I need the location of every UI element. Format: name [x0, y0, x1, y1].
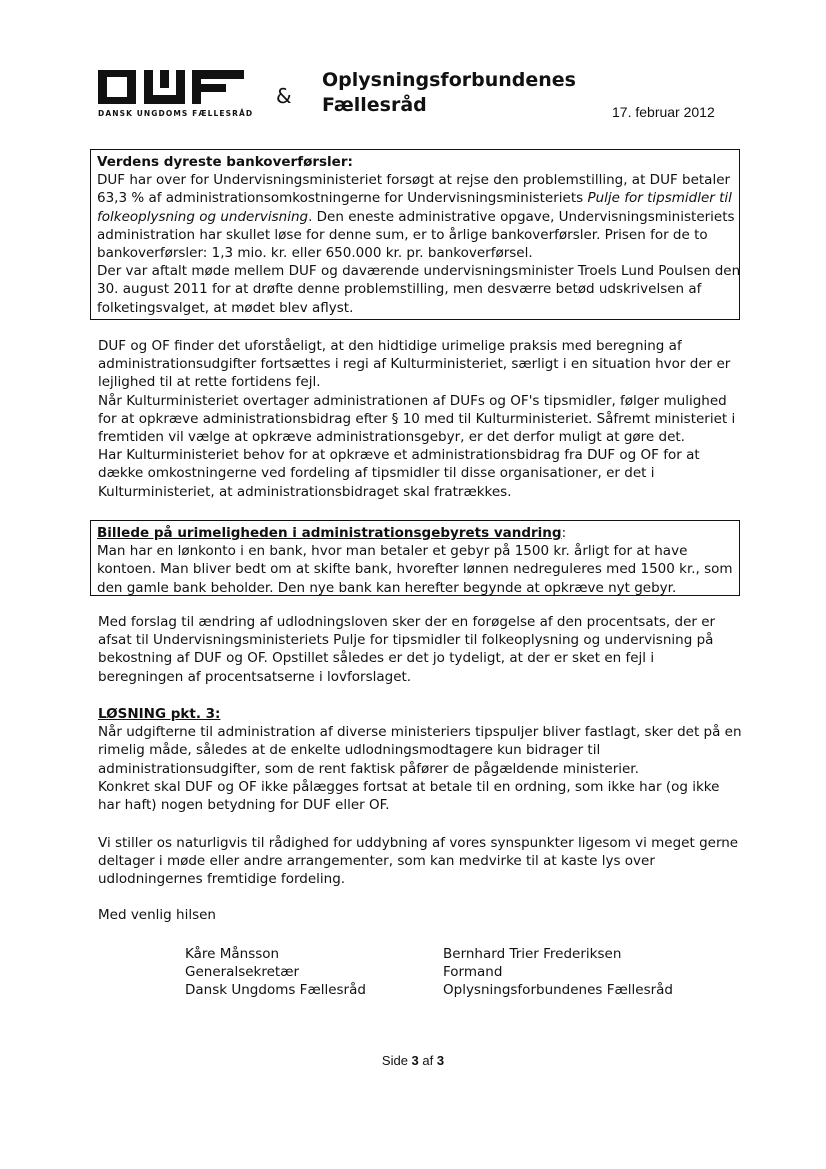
- text-line: bekostning af DUF og OF. Opstillet således er det jo tydeligt, at der er sket en fejl i: [98, 650, 655, 667]
- text-line: DUF har over for Undervisningsministeriet forsøgt at rejse den problemstilling, at DUF betaler: [97, 172, 731, 189]
- paragraph-kulturministeriet: [98, 337, 735, 501]
- section-losning: [98, 705, 742, 814]
- text-line: administration har skullet løse for denne sum, er to årlige bankoverførsler. Prisen for de to: [97, 226, 708, 243]
- signer-title: Generalsekretær: [185, 964, 300, 981]
- text-line: Kulturministeriet, at administrationsbidraget skal fratrækkes.: [98, 483, 512, 500]
- box-title-line: Billede på urimeligheden i administrationsgebyrets vandring:: [97, 525, 567, 541]
- page-number: Side 3 af 3: [381, 1053, 445, 1068]
- greeting: Med venlig hilsen: [98, 907, 216, 923]
- text-line: har haft) nogen betydning for DUF eller OF.: [98, 797, 390, 814]
- org-name-line-1: Oplysningsforbundenes: [322, 69, 576, 91]
- text-line: DUF og OF finder det uforståeligt, at den hidtidige urimelige praksis med beregning af: [98, 338, 682, 354]
- text-line: Med forslag til ændring af udlodningsloven sker der en forøgelse af den procentsats, der er: [98, 614, 716, 630]
- text-line: dække omkostningerne ved fordeling af tipsmidler til disse organisationer, er det i: [98, 465, 655, 482]
- ampersand: &: [276, 84, 292, 108]
- italic-text: folkeoplysning og undervisning: [97, 208, 309, 225]
- text-line: folketingsvalget, at mødet blev aflyst.: [97, 299, 354, 316]
- text-line: lejlighed til at rette fortidens fejl.: [98, 374, 321, 391]
- italic-text: Pulje for tipsmidler til: [587, 190, 732, 207]
- text-line: for at opkræve administrationsbidrag efter § 10 med til Kulturministeriet. Såfremt ministeriet i: [98, 410, 736, 427]
- text-line: den gamle bank beholder. Den nye bank kan herefter begynde at opkræve nyt gebyr.: [97, 579, 677, 596]
- text-line: Vi stiller os naturligvis til rådighed for uddybning af vores synspunkter ligesom vi meget gerne: [98, 835, 739, 851]
- text-line: Når Kulturministeriet overtager administrationen af DUFs og OF's tipsmidler, følger mulighed: [98, 392, 727, 409]
- box-title: Billede på urimeligheden i administrationsgebyrets vandring: [97, 525, 562, 541]
- text-line: afsat til Undervisningsministeriets Pulje for tipsmidler til folkeoplysning og undervisning på: [98, 632, 714, 649]
- text-line: Der var aftalt møde mellem DUF og daværende undervisningsminister Troels Lund Poulsen den: [97, 263, 741, 280]
- text-line: fremtiden vil vælge at opkræve administrationsgebyr, er det derfor muligt at gøre det.: [98, 429, 685, 446]
- text-line: kontoen. Man bliver bedt om at skifte bank, hvorefter lønnen nedreguleres med 1500 kr., som: [97, 561, 733, 578]
- text-line: 30. august 2011 for at drøfte denne problemstilling, men desværre betød udskrivelsen af: [97, 281, 702, 298]
- text-line: beregningen af procentsatserne i lovforslaget.: [98, 668, 412, 685]
- paragraph-availability: [98, 834, 738, 889]
- signature-right: [443, 945, 673, 1000]
- duf-logo: [98, 68, 254, 120]
- signer-name: Bernhard Trier Frederiksen: [443, 946, 622, 962]
- letter-date: 17. februar 2012: [612, 104, 715, 120]
- signature-left: [185, 945, 366, 1000]
- signer-name: Kåre Månsson: [185, 946, 280, 962]
- text-line: rimelig måde, således at de enkelte udlodningsmodtagere kun bidrager til: [98, 742, 601, 759]
- logo-tagline: DANSK UNGDOMS FÆLLESRÅD: [98, 109, 254, 118]
- text-line: deltager i møde eller andre arrangementer, som kan medvirke til at kaste lys over: [98, 853, 655, 870]
- text-line: bankoverførsler: 1,3 mio. kr. eller 650.000 kr. pr. bankoverførsel.: [97, 245, 533, 262]
- text-line: administrationsudgifter fortsættes i regi af Kulturministeriet, særligt i en situation hvor der er: [98, 356, 731, 373]
- duf-logo-mark: [98, 68, 248, 106]
- text-line: 63,3 % af administrationsomkostningerne for Undervisningsministeriets Pulje for tipsmidler til: [97, 190, 732, 207]
- box-title: Verdens dyreste bankoverførsler:: [97, 154, 353, 170]
- text-line: administrationsudgifter, som de rent faktisk påfører de pågældende ministerier.: [98, 760, 639, 777]
- text-line: Konkret skal DUF og OF ikke pålægges fortsat at betale til en ordning, som ikke har (og ikke: [98, 778, 720, 795]
- signer-org: Dansk Ungdoms Fællesråd: [185, 982, 366, 999]
- text-line: folkeoplysning og undervisning. Den eneste administrative opgave, Undervisningsministeriets: [97, 208, 735, 225]
- text-line: Har Kulturministeriet behov for at opkræve et administrationsbidrag fra DUF og OF for at: [98, 447, 700, 464]
- signer-title: Formand: [443, 964, 503, 981]
- text-line: Når udgifterne til administration af diverse ministeriers tipspuljer bliver fastlagt, sker det på en: [98, 724, 742, 741]
- info-box-fee-example: [90, 520, 740, 596]
- org-name-line-2: Fællesråd: [322, 94, 427, 116]
- text-line: Man har en lønkonto i en bank, hvor man betaler et gebyr på 1500 kr. årligt for at have: [97, 543, 688, 560]
- signer-org: Oplysningsforbundenes Fællesråd: [443, 982, 673, 999]
- section-heading: LØSNING pkt. 3:: [98, 706, 221, 722]
- text-line: udlodningernes fremtidige fordeling.: [98, 871, 346, 888]
- org-name: [322, 68, 576, 118]
- info-box-bank-transfers: [90, 149, 740, 320]
- paragraph-udlodningsloven: [98, 613, 715, 686]
